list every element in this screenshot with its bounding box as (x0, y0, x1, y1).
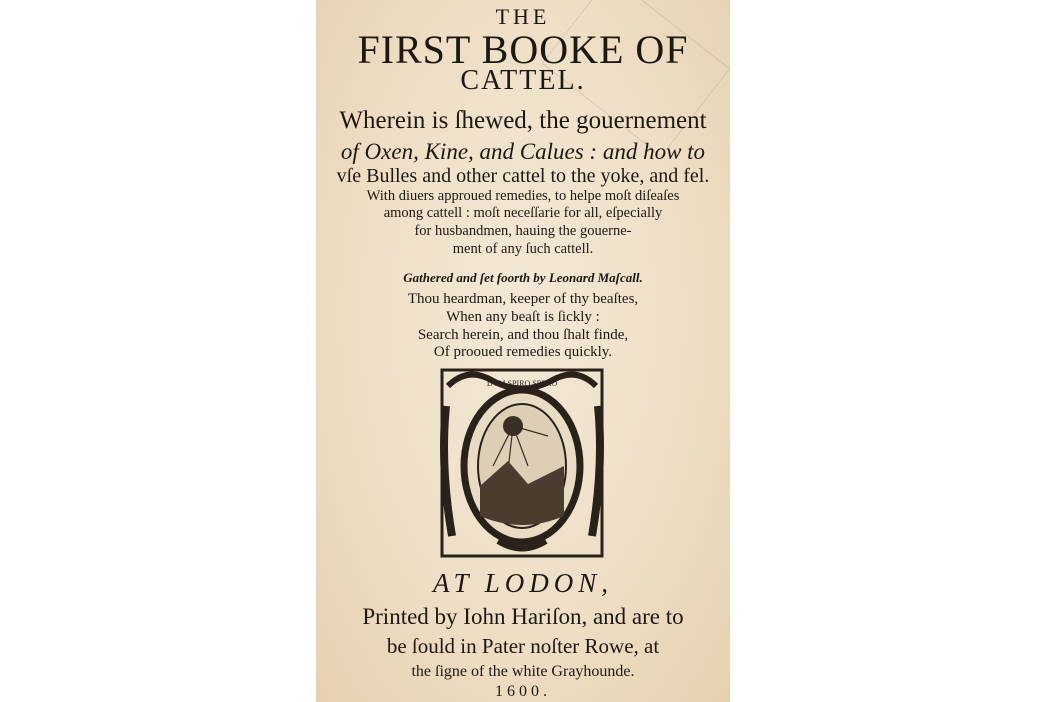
imprint-place: AT LODON, (432, 568, 614, 598)
printer-device-emblem (438, 366, 606, 560)
title-main: FIRST BOOKE OF (357, 27, 689, 72)
imprint-line: be ſould in Pater noſter Rowe, at (386, 634, 660, 658)
description-line: among cattell : moſt neceſſarie for all, eſpecially (383, 205, 663, 221)
imprint-year: 1600. (495, 683, 551, 700)
subtitle-line: vſe Bulles and other cattel to the yoke, and fel. (336, 165, 710, 187)
verse-line: Of prooued remedies quickly. (433, 344, 613, 360)
verse-line: Search herein, and thou ſhalt finde, (417, 327, 629, 343)
title-cattel: CATTEL. (460, 65, 586, 96)
verse-line: When any beaſt is ſickly : (446, 309, 600, 325)
author-line: Gathered and ſet foorth by Leonard Maſcall. (403, 270, 643, 285)
emblem-motto: DVM SPIRO SPERO (486, 379, 558, 388)
subtitle-line: Wherein is ſhewed, the gouernement (339, 107, 707, 134)
imprint-line: the ſigne of the white Grayhounde. (411, 663, 635, 680)
title-the: THE (495, 4, 551, 29)
description-line: ment of any ſuch cattell. (452, 241, 594, 257)
verse-line: Thou heardman, keeper of thy beaſtes, (407, 291, 639, 307)
description-line: With diuers approued remedies, to helpe moſt diſeaſes (366, 188, 680, 204)
description-line: for husbandmen, hauing the gouerne- (414, 223, 632, 239)
subtitle-line: of Oxen, Kine, and Calues : and how to (340, 139, 706, 164)
imprint-line: Printed by Iohn Hariſon, and are to (362, 604, 684, 629)
